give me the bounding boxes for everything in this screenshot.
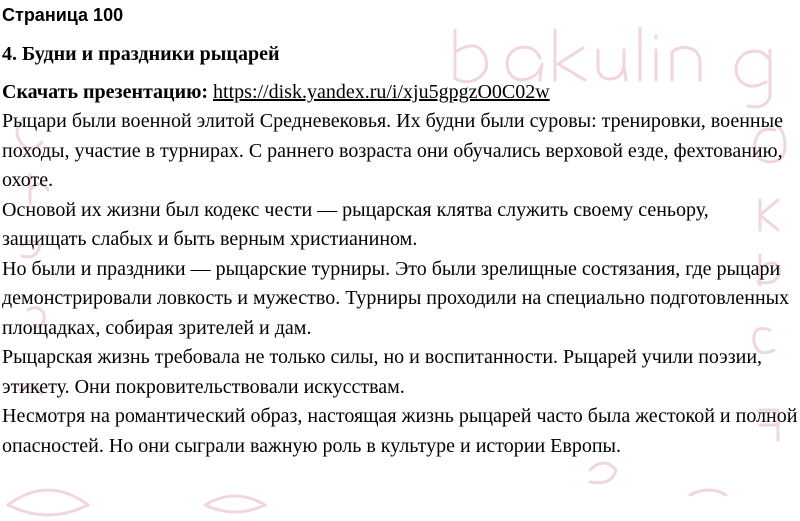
presentation-link[interactable]: https://disk.yandex.ru/i/xju5gpgzO0C02w: [213, 81, 550, 103]
document-content: [2, 0, 798, 461]
paragraph: Рыцари были военной элитой Средневековья. Их будни были суровы: тренировки, военные походы, участие в турнирах. С раннего возраста они обучались верховой езде, фехтованию, охоте.: [2, 110, 783, 191]
page-number-label: Страница 100: [2, 5, 124, 25]
paragraph: Но были и праздники — рыцарские турниры. Это были зрелищные состязания, где рыцари демонстрировали ловкость и мужество. Турниры проходили на специально подготовленных площадках, собирая зрителей и дам.: [2, 257, 790, 339]
paragraph: Несмотря на романтический образ, настоящая жизнь рыцарей часто была жестокой и полной опасностей. Но они сыграли важную роль в культуре и истории Европы.: [2, 405, 798, 457]
paragraph: Основой их жизни был кодекс чести — рыцарская клятва служить своему сеньору, защищать слабых и быть верным христианином.: [2, 198, 709, 250]
paragraph: Рыцарская жизнь требовала не только силы, но и воспитанности. Рыцарей учили поэзии, этикету. Они покровительствовали искусствам.: [2, 346, 763, 398]
section-heading: 4. Будни и праздники рыцарей: [2, 43, 280, 65]
download-line: [2, 78, 798, 107]
download-label: Скачать презентацию:: [2, 81, 209, 103]
